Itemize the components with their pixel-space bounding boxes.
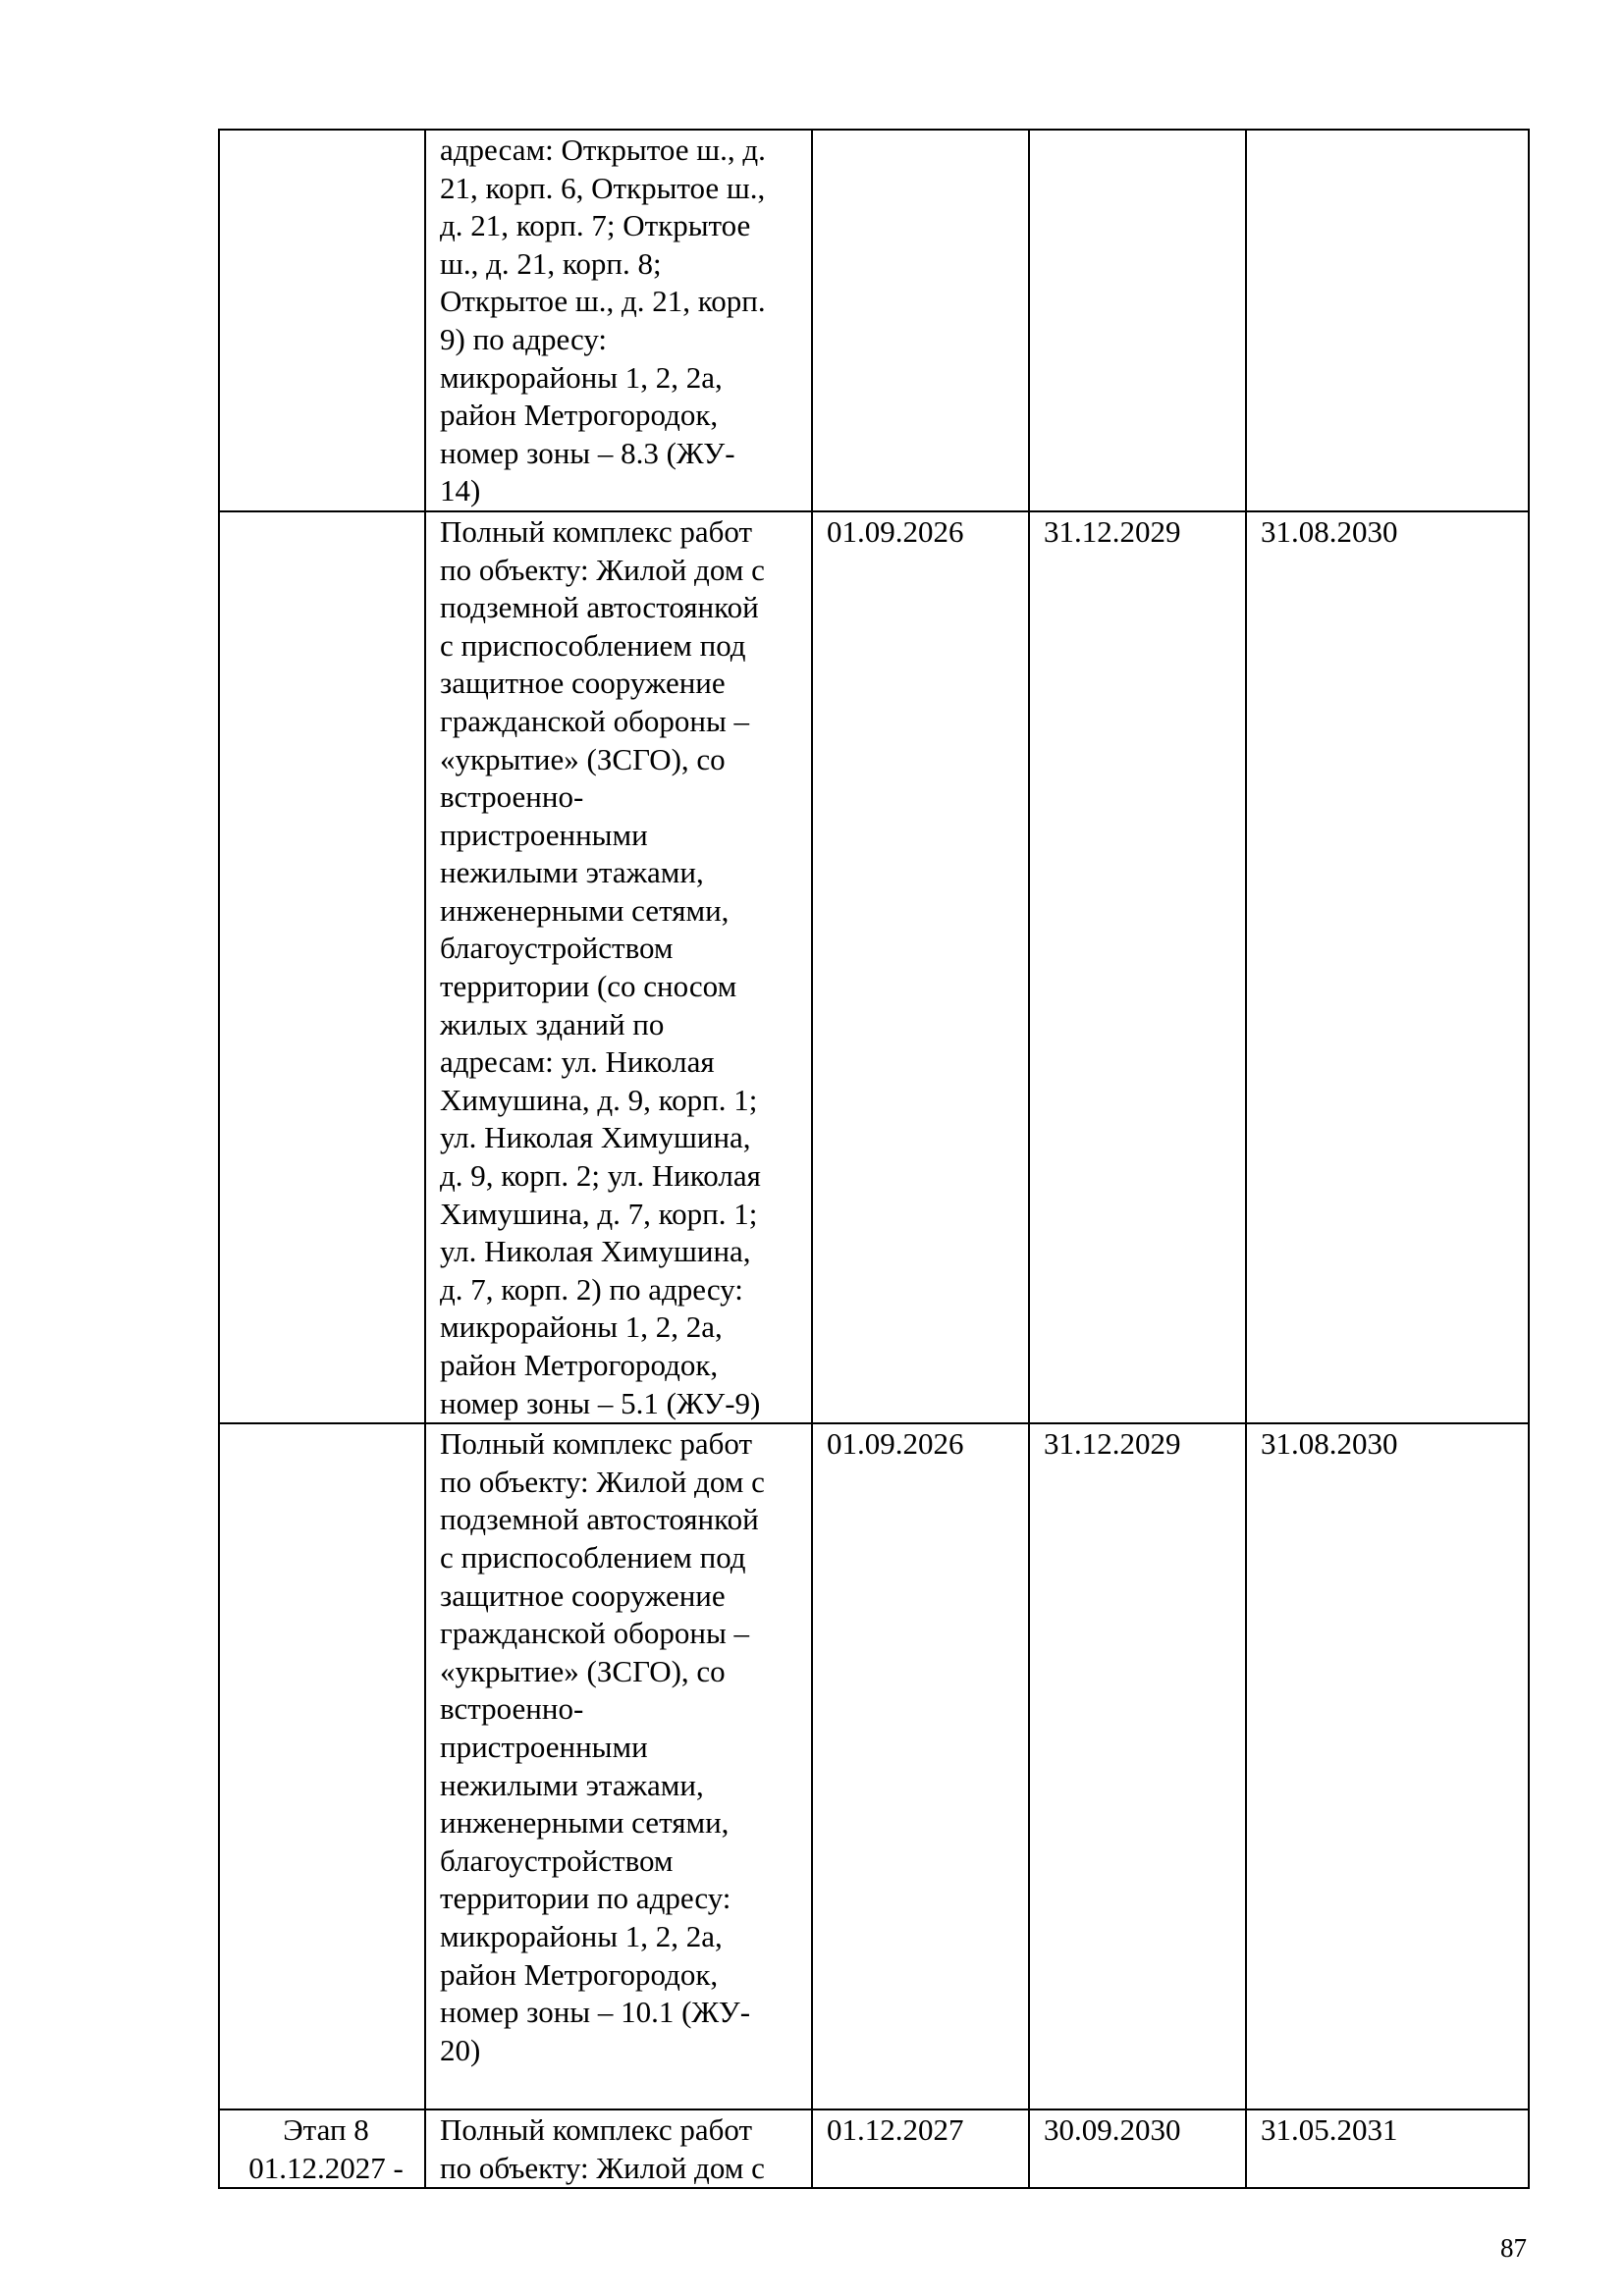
end-date-cell [1246, 1423, 1529, 2109]
stage-cell [219, 1423, 425, 2109]
mid-date-text: 30.09.2030 [1044, 2112, 1181, 2148]
page-number: 87 [1500, 2233, 1527, 2263]
description-cell [425, 2109, 812, 2188]
mid-date-cell [1029, 511, 1246, 1423]
stage-text: Этап 8 01.12.2027 - [248, 2112, 404, 2185]
description-cell [425, 511, 812, 1423]
start-date-text: 01.12.2027 [827, 2112, 964, 2148]
end-date-text: 31.08.2030 [1261, 1426, 1398, 1462]
start-date-cell [812, 1423, 1029, 2109]
start-date-cell [812, 130, 1029, 511]
mid-date-cell [1029, 130, 1246, 511]
mid-date-cell [1029, 1423, 1246, 2109]
mid-date-text: 31.12.2029 [1044, 1426, 1181, 1462]
description-text: Полный комплекс работ по объекту: Жилой дом с [440, 2112, 765, 2185]
table-row [219, 1423, 1529, 2109]
start-date-text: 01.09.2026 [827, 1426, 964, 1462]
table-row [219, 2109, 1529, 2188]
stage-cell [219, 2109, 425, 2188]
table-row [219, 511, 1529, 1423]
description-cell [425, 1423, 812, 2109]
end-date-cell [1246, 511, 1529, 1423]
stage-cell [219, 511, 425, 1423]
description-text: Полный комплекс работ по объекту: Жилой дом с подземной автостоянкой с приспособлением под защитное сооружение гражданской обороны – «укрытие» (ЗСГО), со встроенно- пристроенными нежилыми этажами, инженерными сетями, благоустройством территории по адресу: микрорайоны 1, 2, 2а, район Метрогородок, номер зоны – 10.1 (ЖУ- 20) [440, 1426, 765, 2067]
start-date-text: 01.09.2026 [827, 513, 964, 549]
stage-cell [219, 130, 425, 511]
description-cell [425, 130, 812, 511]
end-date-text: 31.08.2030 [1261, 513, 1398, 549]
end-date-cell [1246, 130, 1529, 511]
start-date-cell [812, 2109, 1029, 2188]
description-text: Полный комплекс работ по объекту: Жилой дом с подземной автостоянкой с приспособлением под защитное сооружение гражданской обороны – «укрытие» (ЗСГО), со встроенно- пристроенными нежилыми этажами, инженерными сетями, благоустройством территории (со сносом жилых зданий по адресам: ул. Николая Химушина, д. 9, корп. 1; ул. Николая Химушина, д. 9, корп. 2; ул. Николая Химушина, д. 7, корп. 1; ул. Николая Химушина, д. 7, корп. 2) по адресу: микрорайоны 1, 2, 2а, район Метрогородок, номер зоны – 5.1 (ЖУ-9) [440, 513, 765, 1420]
end-date-text: 31.05.2031 [1261, 2112, 1398, 2148]
description-text: адресам: Открытое ш., д. 21, корп. 6, Открытое ш., д. 21, корп. 7; Открытое ш., д. 21, корп. 8; Открытое ш., д. 21, корп. 9) по адресу: микрорайоны 1, 2, 2а, район Метрогородок, номер зоны – 8.3 (ЖУ- 14) [440, 133, 766, 508]
end-date-cell [1246, 2109, 1529, 2188]
mid-date-text: 31.12.2029 [1044, 513, 1181, 549]
table-row [219, 130, 1529, 511]
start-date-cell [812, 511, 1029, 1423]
schedule-table [218, 129, 1530, 2189]
mid-date-cell [1029, 2109, 1246, 2188]
